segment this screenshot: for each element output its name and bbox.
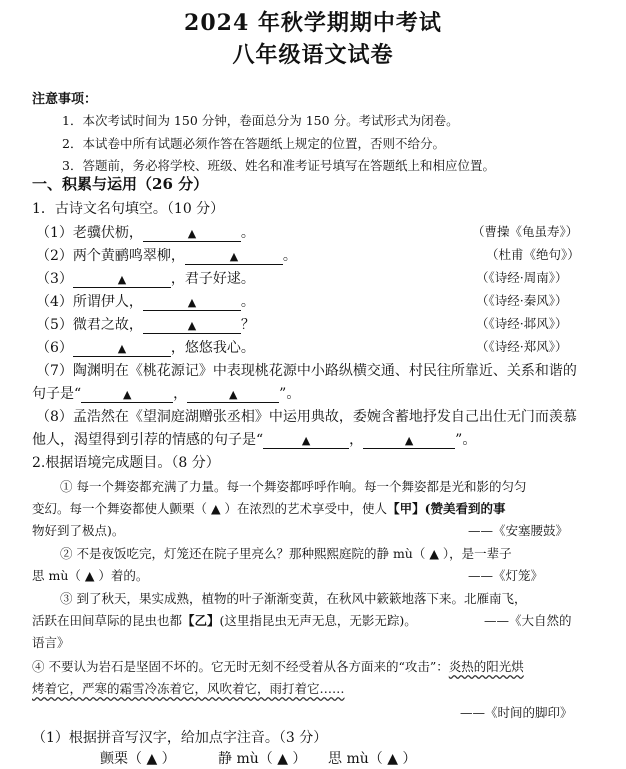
passage-source: ——《灯笼》 (468, 568, 544, 583)
notice-item: 3．答题前，务必将学校、班级、姓名和准考证号填写在答题纸上和相应位置。 (62, 158, 495, 173)
passage-1-line: 变幻。每一个舞姿都使人颤栗（ ▲ ）在浓烈的艺术享受中，使人【甲】(赞美看到的事 (32, 501, 506, 516)
passage-source: ——《时间的脚印》 (460, 705, 573, 720)
section-title: 一、积累与运用（26 分） (32, 175, 209, 193)
answer-item[interactable]: 静 mù（ ▲ ） (218, 751, 307, 767)
answer-blank[interactable]: ▲ (187, 386, 279, 403)
fill-item-6: （6） ▲ ，悠悠我心。 (36, 340, 255, 356)
question-2-title: 2.根据语境完成题目。（8 分） (32, 455, 220, 471)
fill-item-1: （1）老骥伏枥， ▲ 。 (36, 225, 255, 241)
passage-2-line: ② 不是夜饭吃完，灯笼还在院子里亮么？那种熙熙庭院的静 mù（ ▲ ），是一辈子 (60, 546, 512, 561)
passage-1-line: 物好到了极点)。 (32, 523, 125, 538)
source-citation: （曹操《龟虽寿》） (472, 224, 579, 239)
exam-subtitle: 八年级语文试卷 (232, 42, 394, 68)
answer-blank[interactable]: ▲ (73, 340, 171, 357)
answer-blank[interactable]: ▲ (73, 271, 171, 288)
answer-blank[interactable]: ▲ (263, 432, 349, 449)
answer-blank[interactable]: ▲ (363, 432, 455, 449)
answer-blank[interactable]: ▲ (143, 294, 241, 311)
passage-3-line: 活跃在田间草际的昆虫也都【乙】(这里指昆虫无声无息，无影无踪)。 (32, 613, 417, 628)
fill-item-5: （5）微君之故， ▲ ？ (36, 317, 255, 333)
answer-item[interactable]: 颤栗（ ▲ ） (100, 751, 176, 767)
passage-4-line: ④ 不要认为岩石是坚固不坏的。它无时无刻不经受着从各方面来的“攻击”：炎热的阳光烘 (32, 659, 524, 674)
source-citation: （《诗经·邶风》） (476, 316, 568, 331)
answer-blank[interactable]: ▲ (185, 248, 283, 265)
answer-blank[interactable]: ▲ (143, 225, 241, 242)
passage-3-line: ③ 到了秋天，果实成熟，植物的叶子渐渐变黄，在秋风中簌簌地落下来。北雁南飞， (60, 591, 527, 606)
answer-blank[interactable]: ▲ (81, 386, 173, 403)
source-citation: （《诗经·秦风》） (476, 293, 568, 308)
passage-2-line: 思 mù（ ▲ ）着的。 (32, 568, 149, 583)
notice-item: 2．本试卷中所有试题必须作答在答题纸上规定的位置，否则不给分。 (62, 136, 445, 151)
fill-item-2: （2）两个黄鹂鸣翠柳， ▲ 。 (36, 248, 297, 264)
notice-item: 1．本次考试时间为 150 分钟，卷面总分为 150 分。考试形式为闭卷。 (62, 113, 459, 128)
passage-source: ——《大自然的 (484, 613, 572, 628)
source-citation: （《诗经·周南》） (476, 270, 568, 285)
answer-blank[interactable]: ▲ (143, 317, 241, 334)
question-1-title: 1．古诗文名句填空。（10 分） (32, 201, 225, 217)
fill-item-7-line2: 句子是“ ▲ ， ▲ ”。 (32, 386, 301, 402)
fill-item-4: （4）所谓伊人， ▲ 。 (36, 294, 255, 310)
exam-title: 2024 年秋学期期中考试 (184, 10, 442, 36)
fill-item-8-line1: （8）孟浩然在《望洞庭湖赠张丞相》中运用典故，委婉含蓄地抒发自己出仕无门而羡慕 (36, 409, 577, 425)
passage-source: ——《安塞腰鼓》 (468, 523, 569, 538)
fill-item-8-line2: 他人，渴望得到引荐的情感的句子是“ ▲ ， ▲ ”。 (32, 432, 477, 448)
sub-question-1-title: （1）根据拼音写汉字，给加点字注音。（3 分） (32, 730, 328, 746)
fill-item-3: （3） ▲ ，君子好逑。 (36, 271, 255, 287)
source-citation: （《诗经·郑风》） (476, 339, 568, 354)
passage-3-line: 语言》 (32, 635, 70, 650)
notice-heading: 注意事项： (32, 92, 98, 107)
answer-item[interactable]: 思 mù（ ▲ ） (328, 751, 417, 767)
passage-1-line: ① 每一个舞姿都充满了力量。每一个舞姿都呼呼作响。每一个舞姿都是光和影的匀匀 (60, 479, 527, 494)
fill-item-7-line1: （7）陶渊明在《桃花源记》中表现桃花源中小路纵横交通、村民往所靠近、关系和谐的 (36, 363, 577, 379)
passage-4-line: 烤着它，严寒的霜雪冷冻着它，风吹着它，雨打着它…… (32, 681, 345, 696)
source-citation: （杜甫《绝句》） (486, 247, 580, 262)
